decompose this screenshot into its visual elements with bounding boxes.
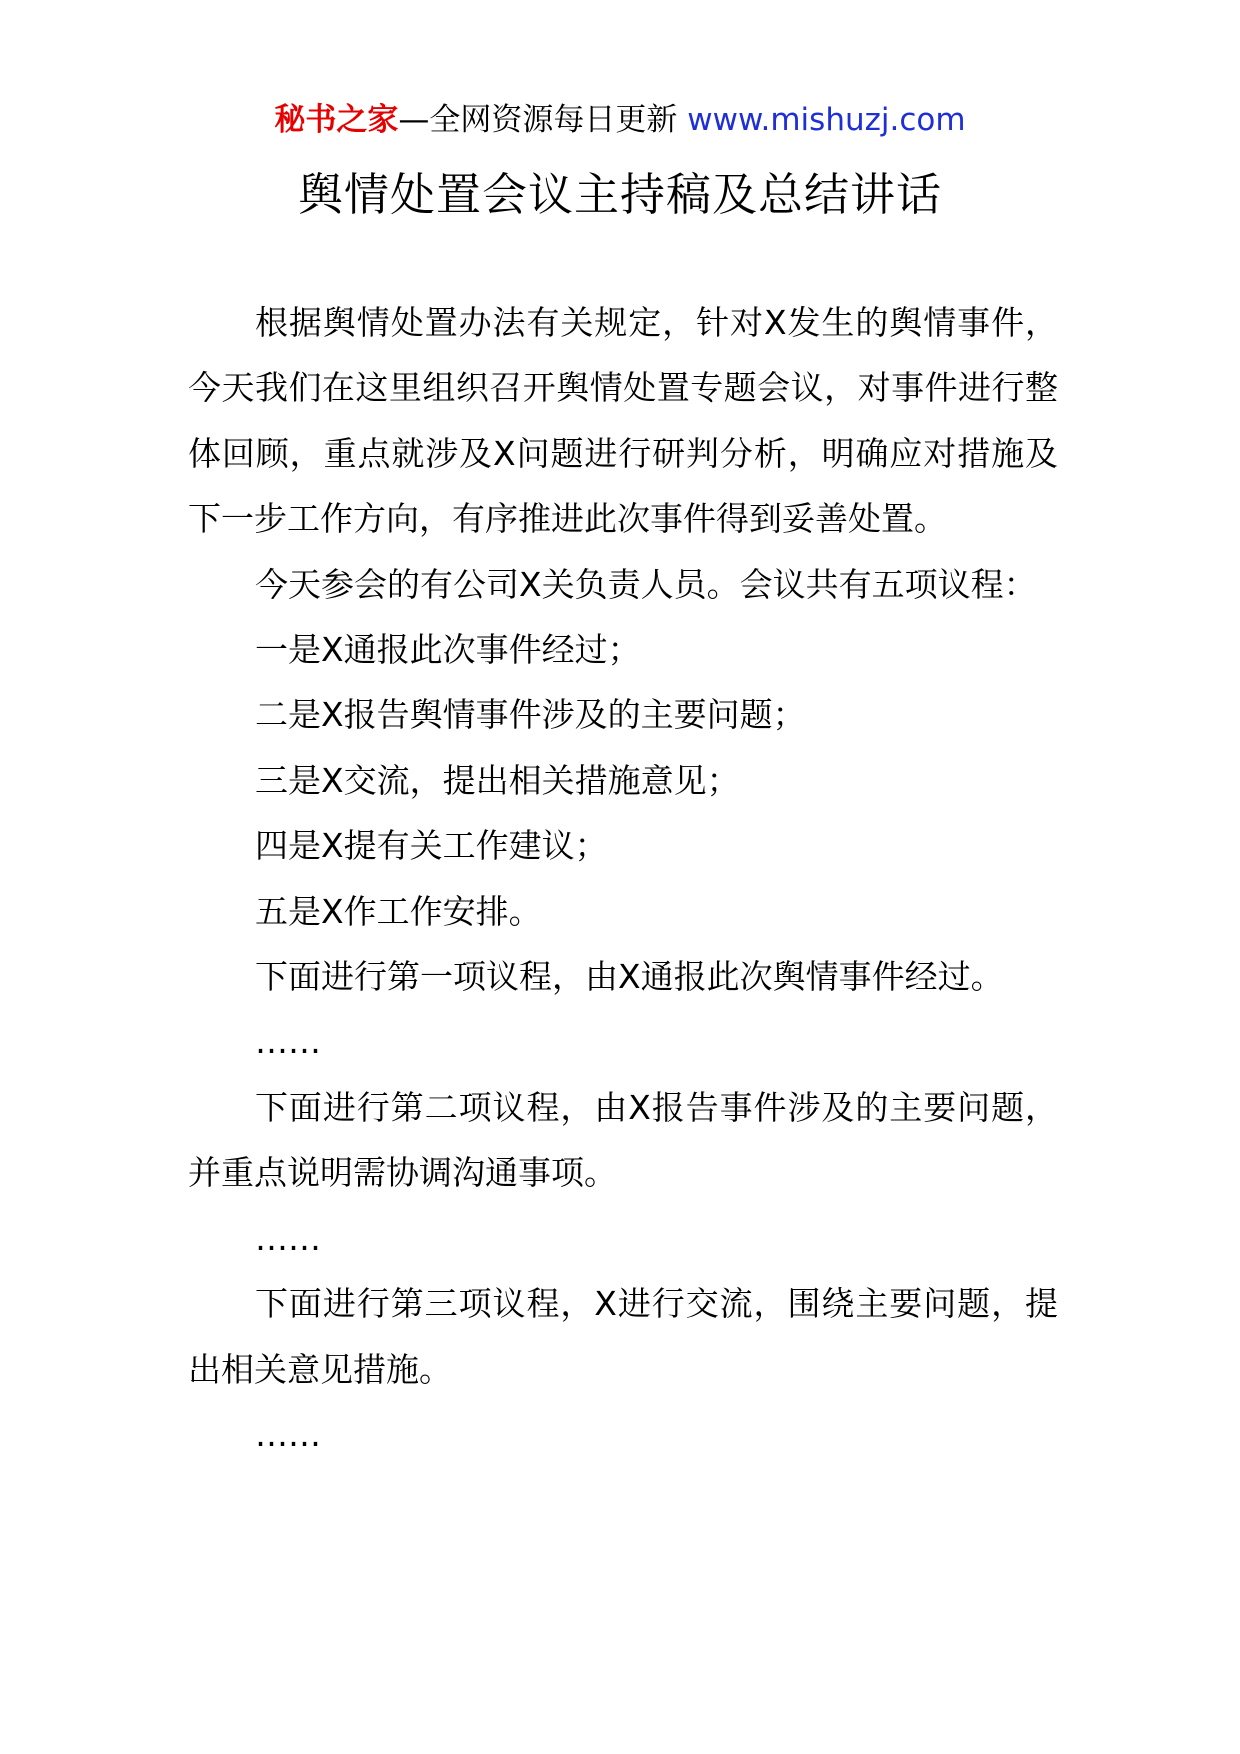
agenda-step-2: 下面进行第二项议程，由X报告事件涉及的主要问题，并重点说明需协调沟通事项。 [188, 1087, 1058, 1193]
ellipsis-1: …… [255, 1022, 321, 1062]
agenda-step-1: 下面进行第一项议程，由X通报此次舆情事件经过。 [255, 957, 1004, 997]
agenda-item-5: 五是X作工作安排。 [255, 891, 542, 931]
document-body [188, 290, 1058, 1467]
document-title: 舆情处置会议主持稿及总结讲话 [297, 168, 942, 221]
site-brand: 秘书之家 [274, 102, 399, 138]
intro-paragraph: 根据舆情处置办法有关规定，针对X发生的舆情事件，今天我们在这里组织召开舆情处置专题会议，对事件进行整体回顾，重点就涉及X问题进行研判分析，明确应对措施及下一步工作方向，有序推进此次事件得到妥善处置。 [188, 303, 1058, 539]
ellipsis-2: …… [255, 1218, 321, 1258]
site-url-link[interactable]: www.mishuzj.com [687, 102, 966, 138]
agenda-item-1: 一是X通报此次事件经过； [255, 630, 641, 670]
site-tagline: —全网资源每日更新 [398, 102, 688, 138]
agenda-item-3: 三是X交流，提出相关措施意见； [255, 760, 740, 800]
agenda-step-3: 下面进行第三项议程，X进行交流，围绕主要问题，提出相关意见措施。 [188, 1284, 1058, 1389]
agenda-item-2: 二是X报告舆情事件涉及的主要问题； [255, 695, 806, 735]
attendees-paragraph: 今天参会的有公司X关负责人员。会议共有五项议程： [255, 564, 1037, 604]
agenda-item-4: 四是X提有关工作建议； [255, 826, 608, 866]
ellipsis-3: …… [255, 1414, 321, 1454]
site-header [0, 98, 1240, 142]
